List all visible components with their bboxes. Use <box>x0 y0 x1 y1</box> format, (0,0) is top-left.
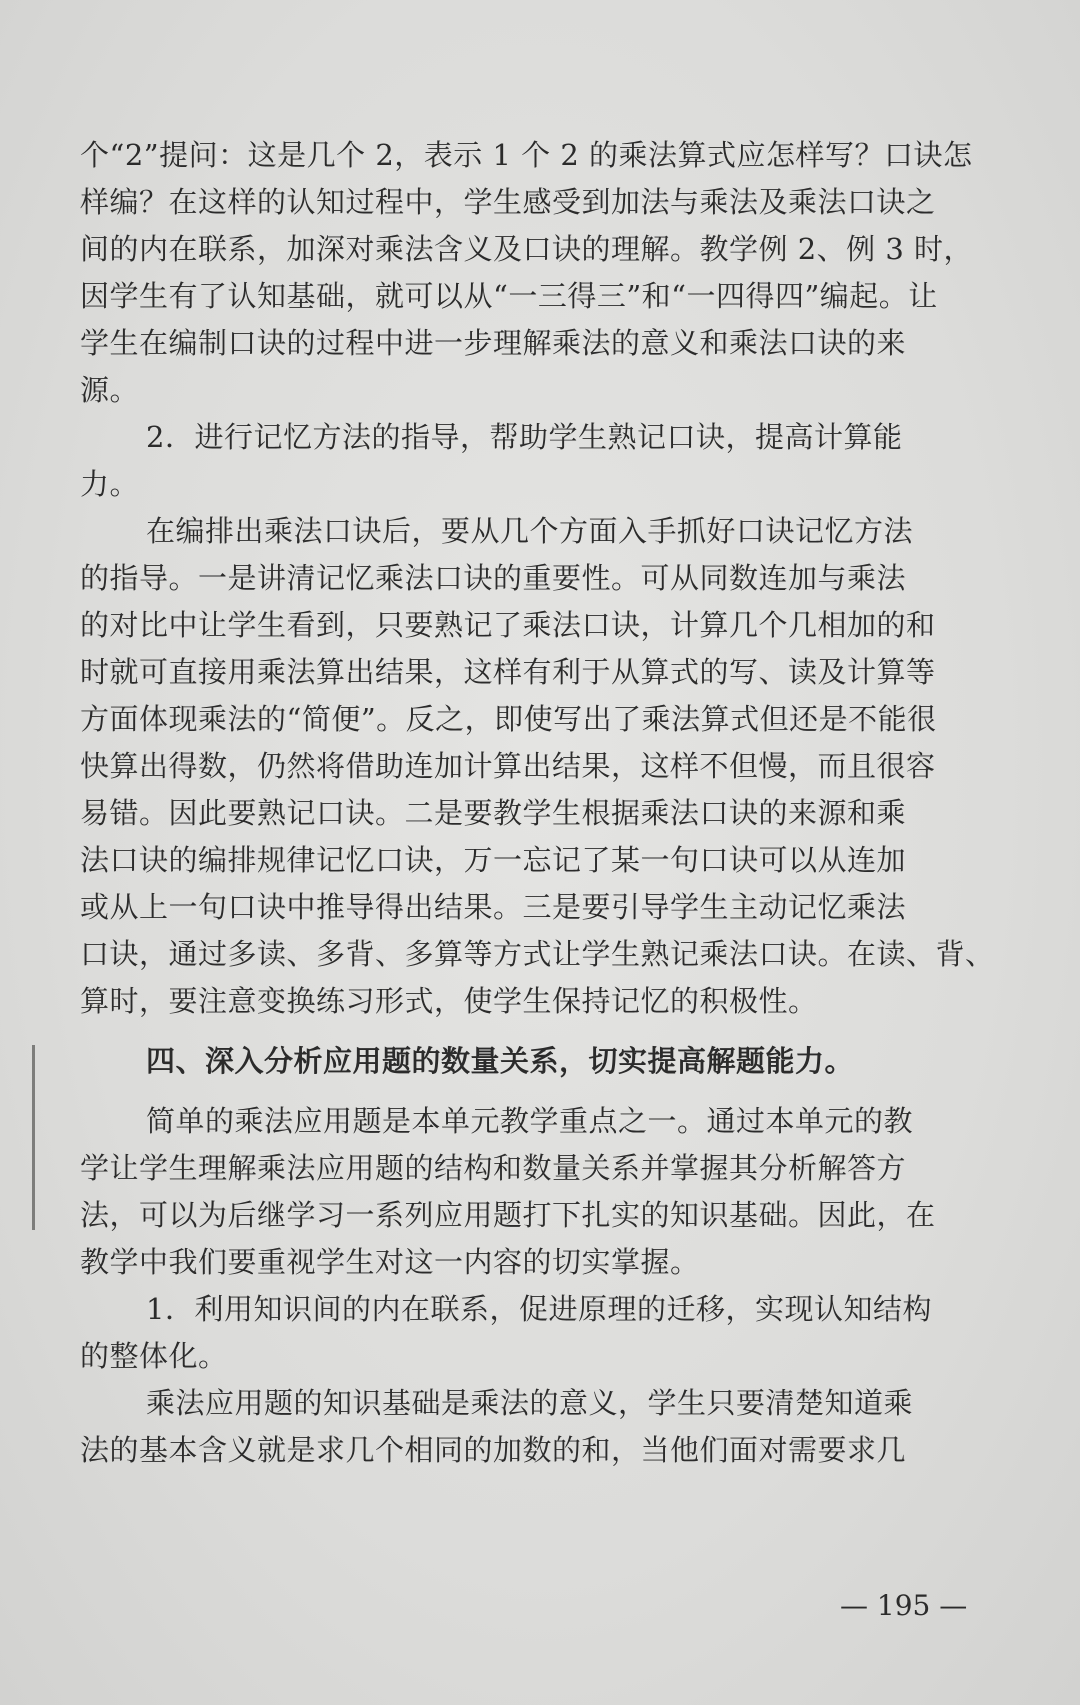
text-line: 样编？在这样的认知过程中，学生感受到加法与乘法及乘法口诀之 <box>80 185 936 219</box>
text-line: 1．利用知识间的内在联系，促进原理的迁移，实现认知结构 <box>146 1292 932 1326</box>
text-line: 2．进行记忆方法的指导，帮助学生熟记口诀，提高计算能 <box>146 420 903 454</box>
text-line: 简单的乘法应用题是本单元教学重点之一。通过本单元的教 <box>146 1104 914 1138</box>
text-line: 法的基本含义就是求几个相同的加数的和，当他们面对需要求几 <box>80 1433 907 1467</box>
text-line: 源。 <box>80 373 140 407</box>
text-line: 的指导。一是讲清记忆乘法口诀的重要性。可从同数连加与乘法 <box>80 561 907 595</box>
margin-rule <box>32 1045 35 1230</box>
text-line: 在编排出乘法口诀后，要从几个方面入手抓好口诀记忆方法 <box>146 514 914 548</box>
text-line: 法，可以为后继学习一系列应用题打下扎实的知识基础。因此，在 <box>80 1198 936 1232</box>
text-line: 或从上一句口诀中推导得出结果。三是要引导学生主动记忆乘法 <box>80 890 907 924</box>
text-line: 间的内在联系，加深对乘法含义及口诀的理解。教学例 2、例 3 时， <box>80 232 974 266</box>
text-line: 的整体化。 <box>80 1339 228 1373</box>
text-line: 时就可直接用乘法算出结果，这样有利于从算式的写、读及计算等 <box>80 655 936 689</box>
section-heading: 四、深入分析应用题的数量关系，切实提高解题能力。 <box>146 1044 855 1078</box>
text-line: 口诀，通过多读、多背、多算等方式让学生熟记乘法口诀。在读、背、 <box>80 937 995 971</box>
text-line: 因学生有了认知基础，就可以从“一三得三”和“一四得四”编起。让 <box>80 279 938 313</box>
text-line: 法口诀的编排规律记忆口诀，万一忘记了某一句口诀可以从连加 <box>80 843 907 877</box>
text-line: 力。 <box>80 467 140 501</box>
text-line: 乘法应用题的知识基础是乘法的意义，学生只要清楚知道乘 <box>146 1386 914 1420</box>
text-line: 学让学生理解乘法应用题的结构和数量关系并掌握其分析解答方 <box>80 1151 907 1185</box>
text-line: 教学中我们要重视学生对这一内容的切实掌握。 <box>80 1245 700 1279</box>
text-line: 的对比中让学生看到，只要熟记了乘法口诀，计算几个几相加的和 <box>80 608 936 642</box>
text-line: 易错。因此要熟记口诀。二是要教学生根据乘法口诀的来源和乘 <box>80 796 907 830</box>
text-line: 快算出得数，仍然将借助连加计算出结果，这样不但慢，而且很容 <box>80 749 936 783</box>
text-line: 学生在编制口诀的过程中进一步理解乘法的意义和乘法口诀的来 <box>80 326 907 360</box>
text-line: 个“2”提问：这是几个 2，表示 1 个 2 的乘法算式应怎样写？口诀怎 <box>80 138 973 172</box>
page-number: — 195 — <box>840 1589 968 1622</box>
text-line: 方面体现乘法的“简便”。反之，即使写出了乘法算式但还是不能很 <box>80 702 937 736</box>
text-line: 算时，要注意变换练习形式，使学生保持记忆的积极性。 <box>80 984 818 1018</box>
